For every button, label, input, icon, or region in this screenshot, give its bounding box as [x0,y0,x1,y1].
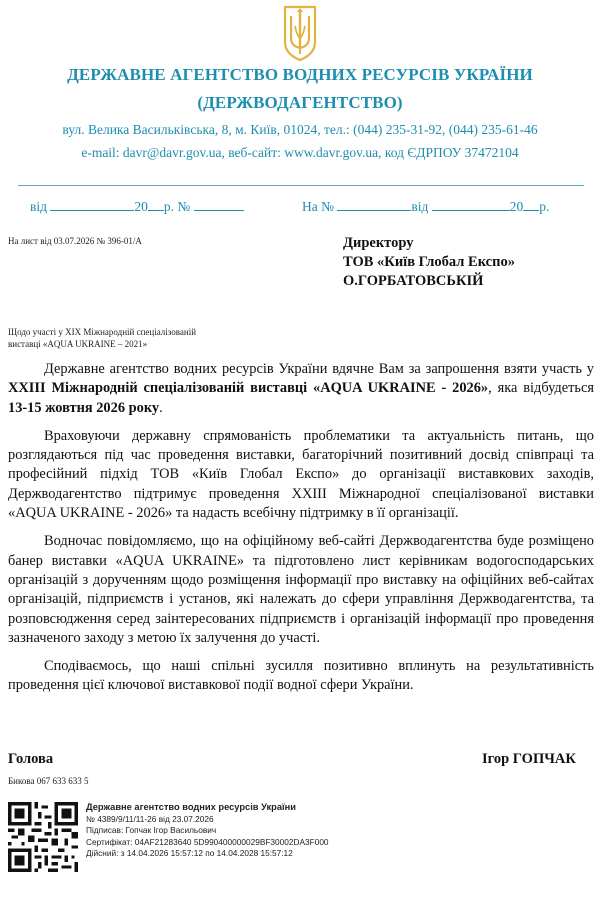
addressee-block [343,234,515,291]
reg-year-prefix: 20 [134,199,148,214]
addressee-position: Директору [343,235,414,251]
paragraph-2: Враховуючи державну спрямованість проблематики та актуальність питань, що розглядаються під час проведення виставки, багаторічний позитивний досвід співпраці та професійний підхід ТОВ «Київ Глобал Експо» до організації виставкових заходів, Держводагентство підтримує проведення XXIII Міжнародної спеціалізованої виставки «AQUA UKRAINE - 2026» та надасть всебічну підтримку в її організації. [8,427,594,522]
subject-line-1: Щодо участі у XIX Міжнародній спеціалізованій [8,327,197,337]
addressee-name: О.ГОРБАТОВСЬКІЙ [343,273,484,289]
reg-number-blank [194,198,244,211]
reply-from-label: від [411,199,429,214]
agency-name: ДЕРЖАВНЕ АГЕНТСТВО ВОДНИХ РЕСУРСІВ УКРАЇНИ [67,65,533,84]
stamp-registration: № 4389/9/11/11-26 від 23.07.2026 [86,813,214,824]
stamp-signed-by: Підписав: Гопчак Ігор Васильович [86,825,217,836]
reg-number-label: № [177,199,191,214]
e-signature-stamp [86,802,329,860]
subject-line-2: виставці «AQUA UKRAINE – 2021» [8,339,148,349]
letter-subject [8,326,196,350]
agency-short-name: (ДЕРЖВОДАГЕНТСТВО) [197,93,403,112]
stamp-certificate: Сертифікат: 04AF21283640 5D990400000029BF30002DA3F000 [86,836,329,847]
trident-emblem-icon [281,4,319,62]
reply-date-blank [432,198,510,211]
addressee-company: ТОВ «Київ Глобал Експо» [343,254,515,270]
letter-body [8,360,594,705]
agency-address: вул. Велика Васильківська, 8, м. Київ, 01024, тел.: (044) 235-31-92, (044) 235-61-46 [62,122,538,137]
paragraph-1: Державне агентство водних ресурсів України вдячне Вам за запрошення взяти участь у XXIII Міжнародній спеціалізованій виставці «AQUA UKRAINE - 2026», яка відбудеться 13-15 жовтня 2026 року. [8,361,594,416]
executor-contact: Бикова 067 633 633 5 [8,776,89,786]
qr-code-icon [8,802,78,872]
reg-year-blank [148,198,164,211]
stamp-validity: Дійсний: з 14.04.2026 15:57:12 по 14.04.2028 15:57:12 [86,848,293,859]
outgoing-registration [30,198,244,215]
signatory-name: Ігор ГОПЧАК [482,751,576,767]
reg-from-label: від [30,199,47,214]
paragraph-4: Сподіваємось, що наші спільні зусилля позитивно вплинуть на результативність проведення цієї ключової виставкової події водної сфери України. [8,658,594,694]
reply-to-label: На № [302,199,334,214]
header-divider [18,185,584,186]
reply-number-blank [337,198,411,211]
signatory-title: Голова [8,751,54,767]
reply-year-blank [523,198,539,211]
incoming-registration [302,198,549,215]
paragraph-3: Водночас повідомляємо, що на офіційному веб-сайті Держводагентства буде розміщено банер виставки «AQUA UKRAINE» та підготовлено лист керівникам водогосподарських організацій з дорученням щодо розміщення інформації про виставку на офіційних веб-сайтах організацій, підприємств і установ, які належать до сфери управління Держводагентства, та розповсюдження серед заінтересованих підприємств і організацій інформації про проведення зазначеного заходу з метою їх залучення до участі. [8,533,594,646]
reply-year-prefix: 20 [509,199,524,214]
stamp-organization: Державне агентство водних ресурсів України [86,802,296,812]
reply-year-end: р. [539,199,550,214]
reg-year-end: р. [163,199,174,214]
agency-contacts: e-mail: davr@davr.gov.ua, веб-сайт: www.davr.gov.ua, код ЄДРПОУ 37472104 [81,145,519,160]
reference-note: На лист від 03.07.2026 № 396-01/А [8,236,142,246]
reg-date-blank [50,198,134,211]
